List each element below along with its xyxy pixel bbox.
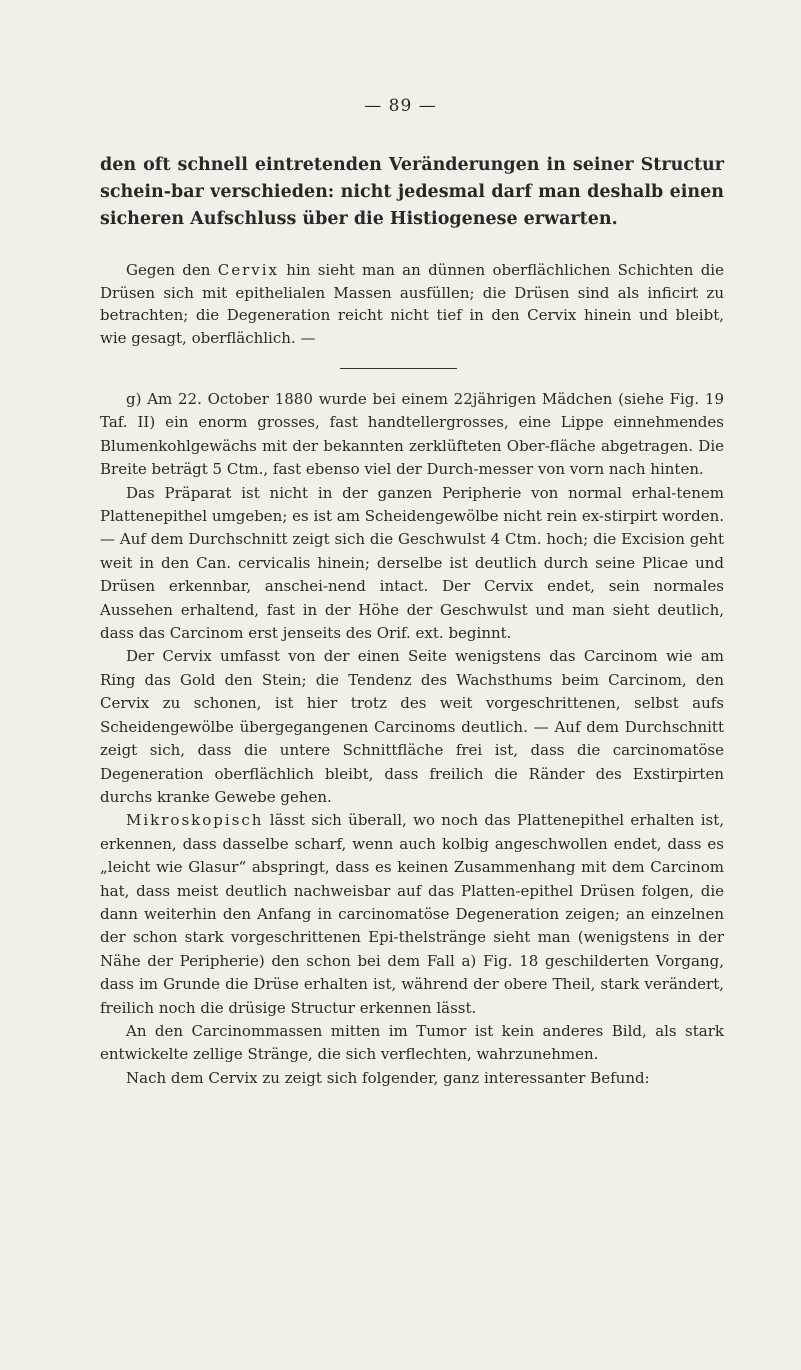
section-g [100,388,724,1090]
cervix-paragraph [100,259,724,349]
section-g-paragraph-3: Der Cervix umfasst von der einen Seite wenigstens das Carcinom wie am Ring das Gold den Stein; die Tendenz des Wachsthums beim Carcinom, den Cervix zu schonen, ist hier trotz des weit vorgeschrittenen, selbst aufs Scheidengewölbe übergegangenen Carcinoms deutlich. — Auf dem Durchschnitt zeigt sich, dass die untere Schnittfläche frei ist, dass die carcinomatöse Degeneration oberflächlich bleibt, dass freilich die Ränder des Exstirpirten durchs kranke Gewebe gehen. [100,647,724,806]
mikroskopisch-spaced-word: Mikroskopisch [126,811,264,830]
section-g-paragraph-1: g) Am 22. October 1880 wurde bei einem 22jährigen Mädchen (siehe Fig. 19 Taf. II) ein enorm grosses, fast handtellergrosses, eine Lippe einnehmendes Blumenkohlgewächs mit der bekannten zerklüfteten Ober-fläche abgetragen. Die Breite beträgt 5 Ctm., fast ebenso viel der Durch-messer von vorn nach hinten. [100,390,724,479]
cervix-spaced-word: Cervix [217,261,279,279]
cervix-paragraph-rest: hin sieht man an dünnen oberflächlichen Schichten die Drüsen sich mit epithelialen Massen ausfüllen; die Drüsen sind als inficirt zu betrachten; die Degeneration reicht nicht tief in den Cervix hinein und bleibt, wie gesagt, oberflächlich. — [100,261,724,347]
intro-bold-text: den oft schnell eintretenden Veränderungen in seiner Structur schein-bar verschieden: nicht jedesmal darf man deshalb einen sicheren Aufschluss über die Histiogenese erwarten. [100,155,724,229]
intro-cervix-paragraph [100,259,724,349]
section-g-paragraph-5: An den Carcinommassen mitten im Tumor ist kein anderes Bild, als stark entwickelte zellige Stränge, die sich verflechten, wahrzunehmen. [100,1021,724,1064]
section-g-paragraph-4 [100,809,724,1020]
page-number: — 89 — [364,96,437,116]
section-g-paragraph-4-rest: lässt sich überall, wo noch das Plattenepithel erhalten ist, erkennen, dass dasselbe scharf, wenn auch kolbig angeschwollen endet, dass es „leicht wie Glasur“ abspringt, dass es keinen Zusammenhang mit dem Carcinom hat, dass meist deutlich nachweisbar auf das Platten-epithel Drüsen folgen, die dann weiterhin den Anfang in carcinomatöse Degeneration zeigen; an einzelnen der schon stark vorgeschrittenen Epi-thelstränge sieht man (wenigstens in der Nähe der Peripherie) den schon bei dem Fall a) Fig. 18 geschilderten Vorgang, dass im Grunde die Drüse erhalten ist, während der obere Theil, stark verändert, freilich noch die drüsige Structur erkennen lässt. [100,811,724,1017]
intro-bold-paragraph [100,152,724,233]
cervix-paragraph-prefix: Gegen den [126,261,218,279]
section-g-paragraph-6: Nach dem Cervix zu zeigt sich folgender, ganz interessanter Befund: [126,1068,650,1087]
section-divider [340,368,457,369]
section-g-paragraph-2: Das Präparat ist nicht in der ganzen Peripherie von normal erhal-tenem Plattenepithel umgeben; es ist am Scheidengewölbe nicht rein ex-stirpirt worden. — Auf dem Durchschnitt zeigt sich die Geschwulst 4 Ctm. hoch; die Excision geht weit in den Can. cervicalis hinein; derselbe ist deutlich durch seine Plicae und Drüsen erkennbar, anschei-nend intact. Der Cervix endet, sein normales Aussehen erhaltend, fast in der Höhe der Geschwulst und man sieht deutlich, dass das Carcinom erst jenseits des Orif. ext. beginnt. [100,483,725,643]
